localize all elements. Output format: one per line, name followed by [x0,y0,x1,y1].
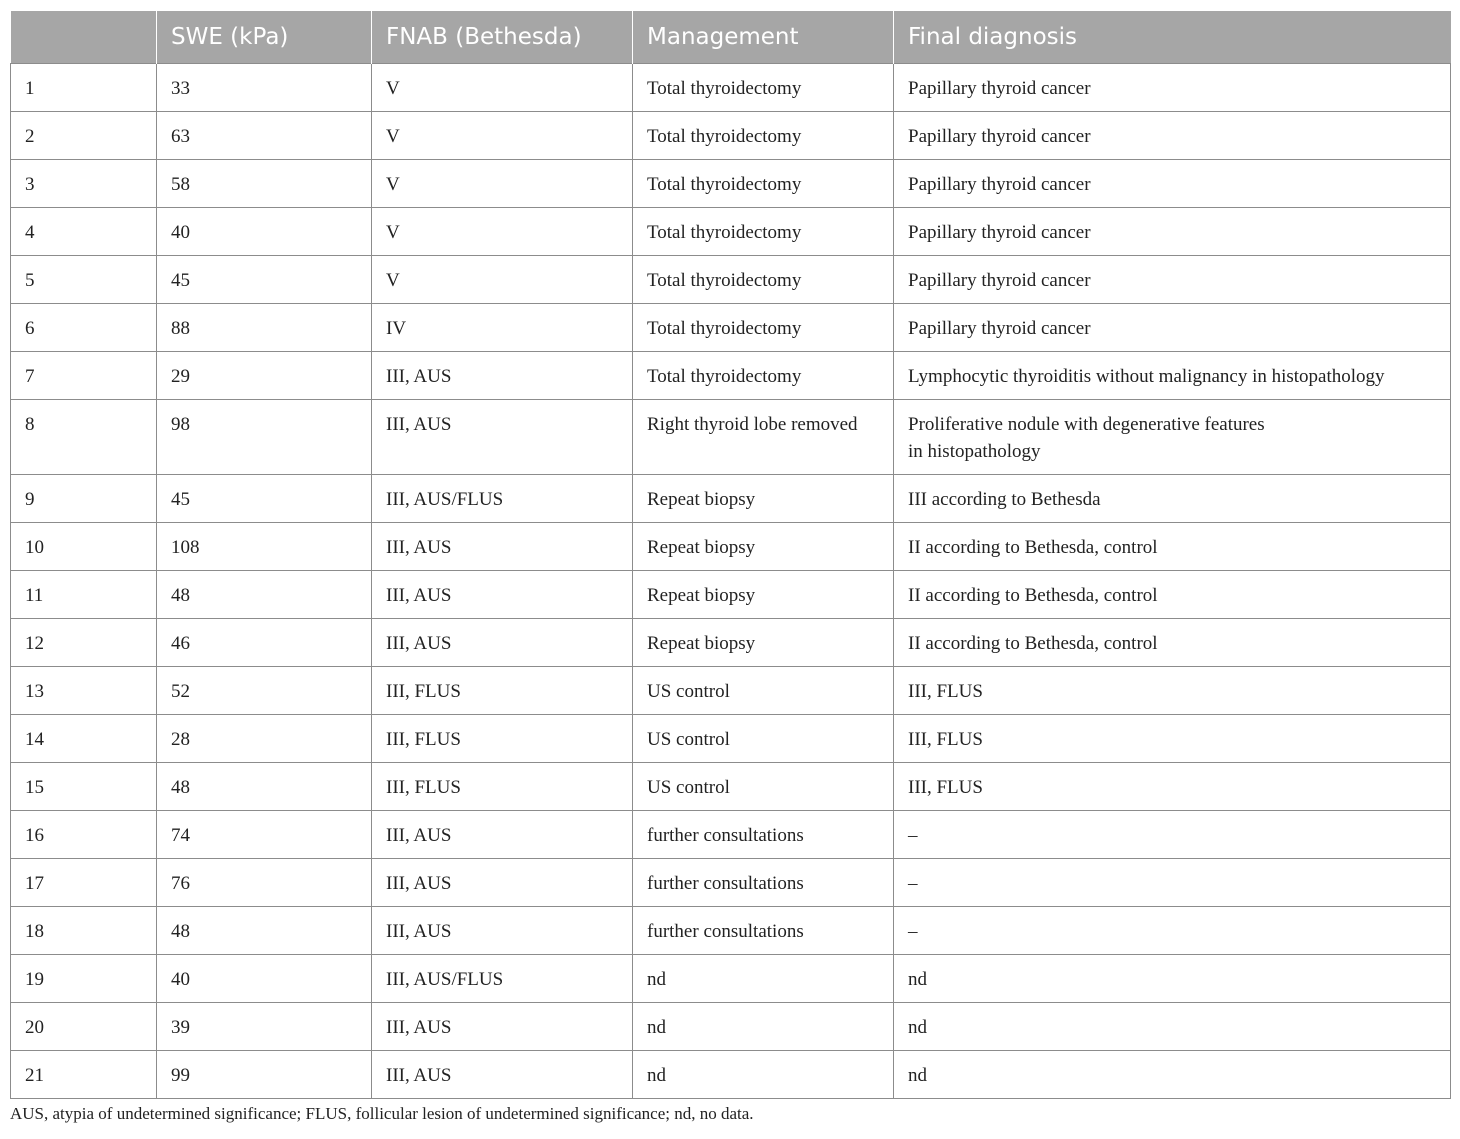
cell-fnab: III, FLUS [372,762,633,810]
cell-fnab: V [372,159,633,207]
table-row [11,1050,1451,1098]
table-row [11,255,1451,303]
cell-management: Total thyroidectomy [633,159,894,207]
cell-management: Repeat biopsy [633,474,894,522]
cell-fnab: III, AUS [372,858,633,906]
table-row [11,351,1451,399]
cell-swe: 74 [157,810,372,858]
cell-management: Total thyroidectomy [633,207,894,255]
cell-final-diagnosis: III according to Bethesda [894,474,1451,522]
cell-management: nd [633,1002,894,1050]
cell-final-diagnosis: – [894,858,1451,906]
cell-final-diagnosis: III, FLUS [894,762,1451,810]
cell-swe: 39 [157,1002,372,1050]
cell-fnab: III, AUS/FLUS [372,474,633,522]
table-row [11,906,1451,954]
cell-management: Repeat biopsy [633,618,894,666]
cell-final-diagnosis: II according to Bethesda, control [894,570,1451,618]
cell-fnab: III, AUS [372,399,633,474]
table-row [11,63,1451,111]
cell-final-diagnosis: II according to Bethesda, control [894,522,1451,570]
cell-final-diagnosis: III, FLUS [894,666,1451,714]
table-row [11,762,1451,810]
table-row [11,159,1451,207]
cell-index: 12 [11,618,157,666]
cell-index: 3 [11,159,157,207]
cell-fnab: III, AUS [372,1050,633,1098]
cell-swe: 45 [157,474,372,522]
cell-fnab: IV [372,303,633,351]
table-row [11,1002,1451,1050]
cell-management: Total thyroidectomy [633,303,894,351]
cell-final-diagnosis: II according to Bethesda, control [894,618,1451,666]
cell-index: 5 [11,255,157,303]
cell-index: 18 [11,906,157,954]
table-row [11,303,1451,351]
cell-fnab: III, AUS [372,810,633,858]
cell-index: 6 [11,303,157,351]
table-row [11,399,1451,474]
results-table [10,11,1451,1099]
cell-index: 15 [11,762,157,810]
cell-management: US control [633,762,894,810]
cell-swe: 45 [157,255,372,303]
cell-final-diagnosis: Papillary thyroid cancer [894,63,1451,111]
table-row [11,570,1451,618]
header-cell-swe: SWE (kPa) [157,11,372,63]
table-row [11,207,1451,255]
table-row [11,522,1451,570]
cell-index: 9 [11,474,157,522]
cell-management: nd [633,954,894,1002]
cell-swe: 63 [157,111,372,159]
cell-fnab: III, AUS [372,351,633,399]
header-cell-management: Management [633,11,894,63]
cell-fnab: III, AUS [372,906,633,954]
table-row [11,666,1451,714]
cell-management: Repeat biopsy [633,570,894,618]
cell-index: 2 [11,111,157,159]
cell-swe: 33 [157,63,372,111]
cell-swe: 48 [157,762,372,810]
cell-final-diagnosis: nd [894,1002,1451,1050]
cell-fnab: III, FLUS [372,666,633,714]
table-header-row [11,11,1451,63]
cell-management: Total thyroidectomy [633,351,894,399]
cell-swe: 40 [157,954,372,1002]
cell-fnab: V [372,111,633,159]
table-row [11,954,1451,1002]
cell-fnab: V [372,63,633,111]
cell-swe: 98 [157,399,372,474]
cell-swe: 52 [157,666,372,714]
table-footnote: AUS, atypia of undetermined significance; FLUS, follicular lesion of undetermined significance; nd, no data. [10,1104,754,1123]
cell-fnab: III, AUS [372,570,633,618]
cell-swe: 46 [157,618,372,666]
cell-final-diagnosis: Papillary thyroid cancer [894,303,1451,351]
cell-fnab: III, AUS [372,1002,633,1050]
header-cell-fnab: FNAB (Bethesda) [372,11,633,63]
cell-swe: 88 [157,303,372,351]
cell-index: 17 [11,858,157,906]
cell-final-diagnosis: Papillary thyroid cancer [894,255,1451,303]
cell-final-diagnosis: Papillary thyroid cancer [894,207,1451,255]
cell-management: nd [633,1050,894,1098]
cell-final-diagnosis: nd [894,1050,1451,1098]
cell-fnab: III, FLUS [372,714,633,762]
cell-index: 11 [11,570,157,618]
cell-management: Right thyroid lobe removed [633,399,894,474]
cell-index: 8 [11,399,157,474]
cell-management: Repeat biopsy [633,522,894,570]
cell-index: 7 [11,351,157,399]
cell-swe: 29 [157,351,372,399]
table-row [11,618,1451,666]
cell-swe: 48 [157,906,372,954]
header-cell-index [11,11,157,63]
cell-index: 1 [11,63,157,111]
cell-management: further consultations [633,858,894,906]
cell-swe: 58 [157,159,372,207]
cell-swe: 48 [157,570,372,618]
cell-fnab: V [372,255,633,303]
cell-management: US control [633,714,894,762]
cell-management: further consultations [633,906,894,954]
cell-management: US control [633,666,894,714]
results-table-container [10,11,1450,1099]
cell-index: 13 [11,666,157,714]
cell-management: Total thyroidectomy [633,63,894,111]
cell-swe: 99 [157,1050,372,1098]
cell-index: 16 [11,810,157,858]
cell-index: 19 [11,954,157,1002]
cell-swe: 76 [157,858,372,906]
table-row [11,111,1451,159]
cell-final-diagnosis: – [894,810,1451,858]
cell-final-diagnosis: Proliferative nodule with degenerative features in histopathology [894,399,1451,474]
cell-swe: 108 [157,522,372,570]
cell-index: 10 [11,522,157,570]
cell-management: Total thyroidectomy [633,111,894,159]
cell-index: 21 [11,1050,157,1098]
table-row [11,858,1451,906]
cell-swe: 28 [157,714,372,762]
cell-fnab: V [372,207,633,255]
header-cell-final-diagnosis: Final diagnosis [894,11,1451,63]
cell-management: further consultations [633,810,894,858]
table-row [11,714,1451,762]
cell-fnab: III, AUS/FLUS [372,954,633,1002]
cell-final-diagnosis: Papillary thyroid cancer [894,111,1451,159]
cell-index: 14 [11,714,157,762]
cell-final-diagnosis: III, FLUS [894,714,1451,762]
cell-final-diagnosis: Papillary thyroid cancer [894,159,1451,207]
cell-management: Total thyroidectomy [633,255,894,303]
cell-final-diagnosis: nd [894,954,1451,1002]
cell-fnab: III, AUS [372,618,633,666]
cell-fnab: III, AUS [372,522,633,570]
cell-swe: 40 [157,207,372,255]
cell-index: 4 [11,207,157,255]
cell-final-diagnosis: Lymphocytic thyroiditis without malignancy in histopathology [894,351,1451,399]
table-row [11,810,1451,858]
cell-index: 20 [11,1002,157,1050]
table-body [11,63,1451,1098]
table-row [11,474,1451,522]
cell-final-diagnosis: – [894,906,1451,954]
